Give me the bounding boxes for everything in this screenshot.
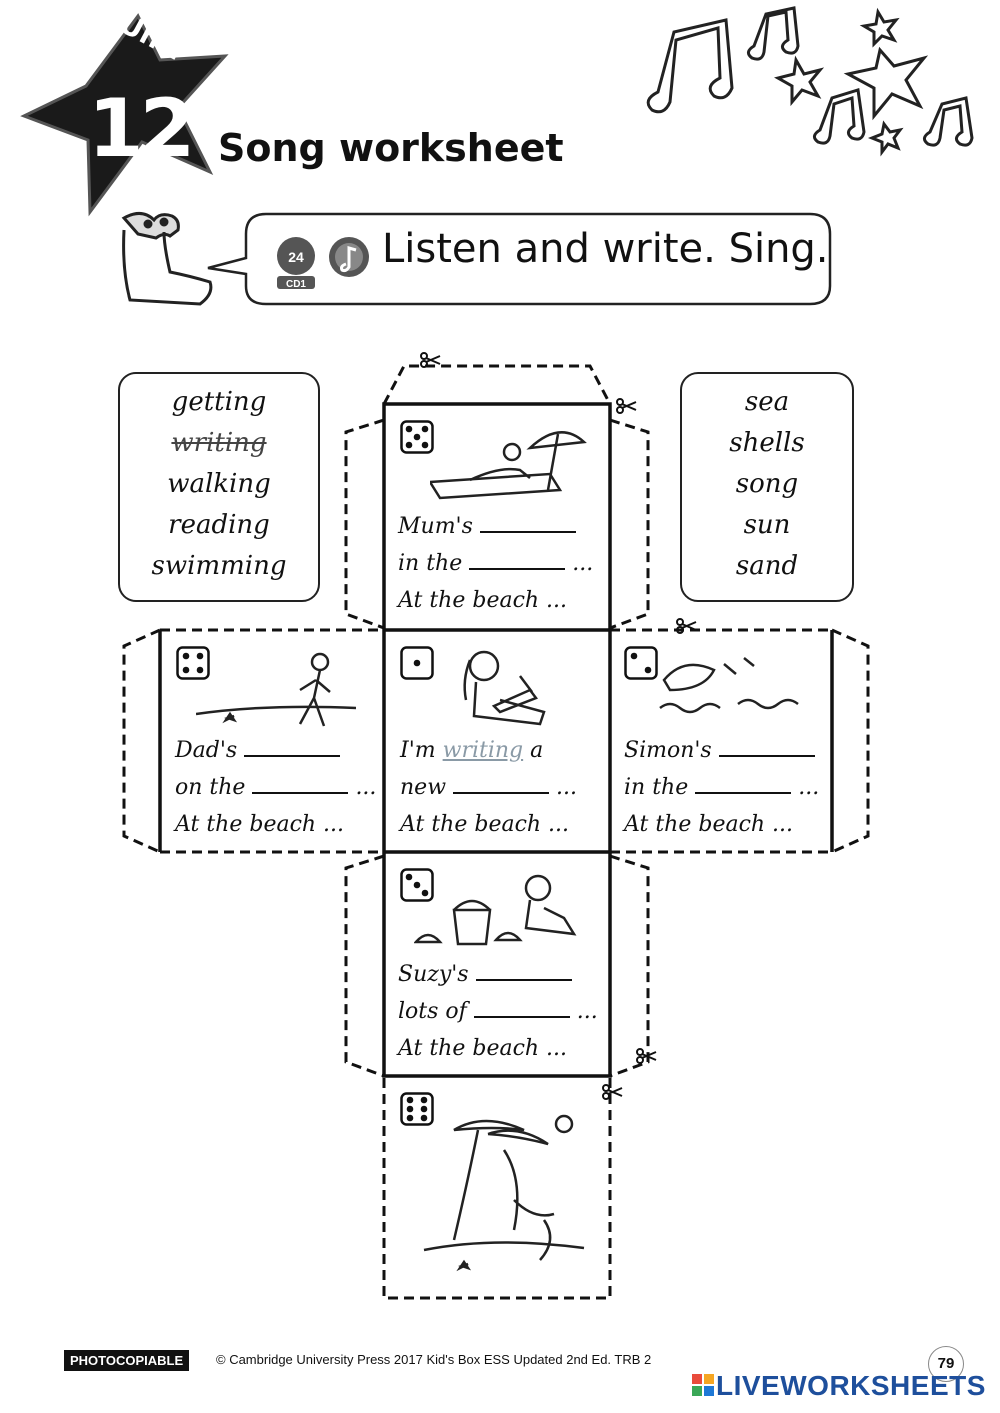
- face-line: in the: [624, 775, 689, 800]
- die-pip: [421, 1097, 428, 1104]
- face-suffix: ...: [355, 775, 377, 800]
- face-suffix: ...: [572, 551, 594, 576]
- scissors-icon: [602, 1084, 624, 1100]
- face-line: Simon's: [624, 738, 712, 763]
- die-pip: [406, 874, 413, 881]
- face-suffix: ...: [576, 999, 598, 1024]
- photocopiable-tag: PHOTOCOPIABLE: [64, 1350, 189, 1371]
- face-line: At the beach ...: [400, 812, 570, 837]
- answer-blank[interactable]: [480, 513, 576, 533]
- face-line: Dad's: [175, 738, 238, 763]
- example-answer: writing: [442, 738, 524, 763]
- die-pip: [422, 442, 429, 449]
- writing-icon: [440, 646, 570, 734]
- die-pip: [406, 426, 413, 433]
- die-pip: [422, 426, 429, 433]
- face-suffix: ...: [798, 775, 820, 800]
- face-line: lots of: [398, 999, 467, 1024]
- die-pip: [183, 667, 190, 674]
- liveworksheets-logo-icon: [692, 1374, 714, 1396]
- face-line: on the: [175, 775, 246, 800]
- sunbathing-icon: [430, 420, 590, 508]
- face-after: a: [530, 738, 544, 763]
- face-prefix: I'm: [400, 738, 436, 763]
- face-line: Mum's: [398, 514, 473, 539]
- die-pip: [414, 434, 421, 441]
- answer-blank[interactable]: [719, 737, 815, 757]
- beach-icon: [414, 1110, 594, 1282]
- scissors-icon: [616, 398, 638, 414]
- die-face: [626, 648, 657, 679]
- die-pip: [645, 667, 652, 674]
- face-suffix: ...: [556, 775, 578, 800]
- word-bank-item: sea: [744, 387, 790, 417]
- copyright-text: © Cambridge University Press 2017 Kid's Box ESS Updated 2nd Ed. TRB 2: [216, 1352, 652, 1367]
- cube-face-suzy: [398, 956, 608, 1067]
- word-bank-item: writing: [171, 428, 267, 458]
- unit-label: Unit: [114, 6, 188, 67]
- face-line: At the beach ...: [398, 588, 568, 613]
- liveworksheets-brand[interactable]: LIVEWORKSHEETS: [716, 1370, 986, 1401]
- page-number: 79: [928, 1346, 964, 1382]
- answer-blank[interactable]: [469, 550, 565, 570]
- word-bank-item: walking: [167, 469, 271, 499]
- die-icon: [624, 646, 658, 680]
- track-number: 24: [288, 249, 304, 265]
- answer-blank[interactable]: [474, 998, 570, 1018]
- sand-icon: [414, 868, 594, 952]
- die-pip: [407, 1097, 414, 1104]
- cube-face-simon: [624, 732, 834, 843]
- scissors-icon: [420, 352, 442, 368]
- word-bank-item: sun: [743, 510, 791, 540]
- die-pip: [407, 1106, 414, 1113]
- cube-face-mum: [398, 508, 608, 619]
- answer-blank[interactable]: [252, 774, 348, 794]
- face-line: At the beach ...: [398, 1036, 568, 1061]
- face-line: in the: [398, 551, 463, 576]
- answer-blank[interactable]: [695, 774, 791, 794]
- word-bank-item: getting: [171, 387, 267, 417]
- die-pip: [183, 653, 190, 660]
- face-line: At the beach ...: [175, 812, 345, 837]
- die-pip: [406, 442, 413, 449]
- cube-face-writing: [400, 732, 610, 843]
- walking-icon: [196, 646, 356, 734]
- swimming-icon: [654, 646, 804, 726]
- die-pip: [414, 660, 421, 667]
- die-pip: [407, 1115, 414, 1122]
- word-bank-item: swimming: [151, 551, 287, 581]
- word-bank-item: sand: [735, 551, 799, 581]
- answer-blank[interactable]: [244, 737, 340, 757]
- face-line: Suzy's: [398, 962, 469, 987]
- word-bank-item: reading: [168, 510, 270, 540]
- word-bank-item: song: [735, 469, 799, 499]
- die-icon: [400, 646, 434, 680]
- answer-blank[interactable]: [453, 774, 549, 794]
- die-icon: [400, 420, 434, 454]
- instruction-text: Listen and write. Sing.: [382, 226, 829, 272]
- scissors-icon: [676, 618, 698, 634]
- unit-number: 12: [88, 82, 192, 175]
- die-pip: [631, 653, 638, 660]
- word-bank-item: shells: [729, 428, 805, 458]
- face-line: At the beach ...: [624, 812, 794, 837]
- answer-blank[interactable]: [476, 961, 572, 981]
- scissors-icon: [636, 1048, 658, 1064]
- track-cd: CD1: [285, 279, 307, 290]
- face-line: new: [400, 775, 447, 800]
- cube-face-dad: [175, 732, 385, 843]
- page-title: Song worksheet: [218, 126, 564, 170]
